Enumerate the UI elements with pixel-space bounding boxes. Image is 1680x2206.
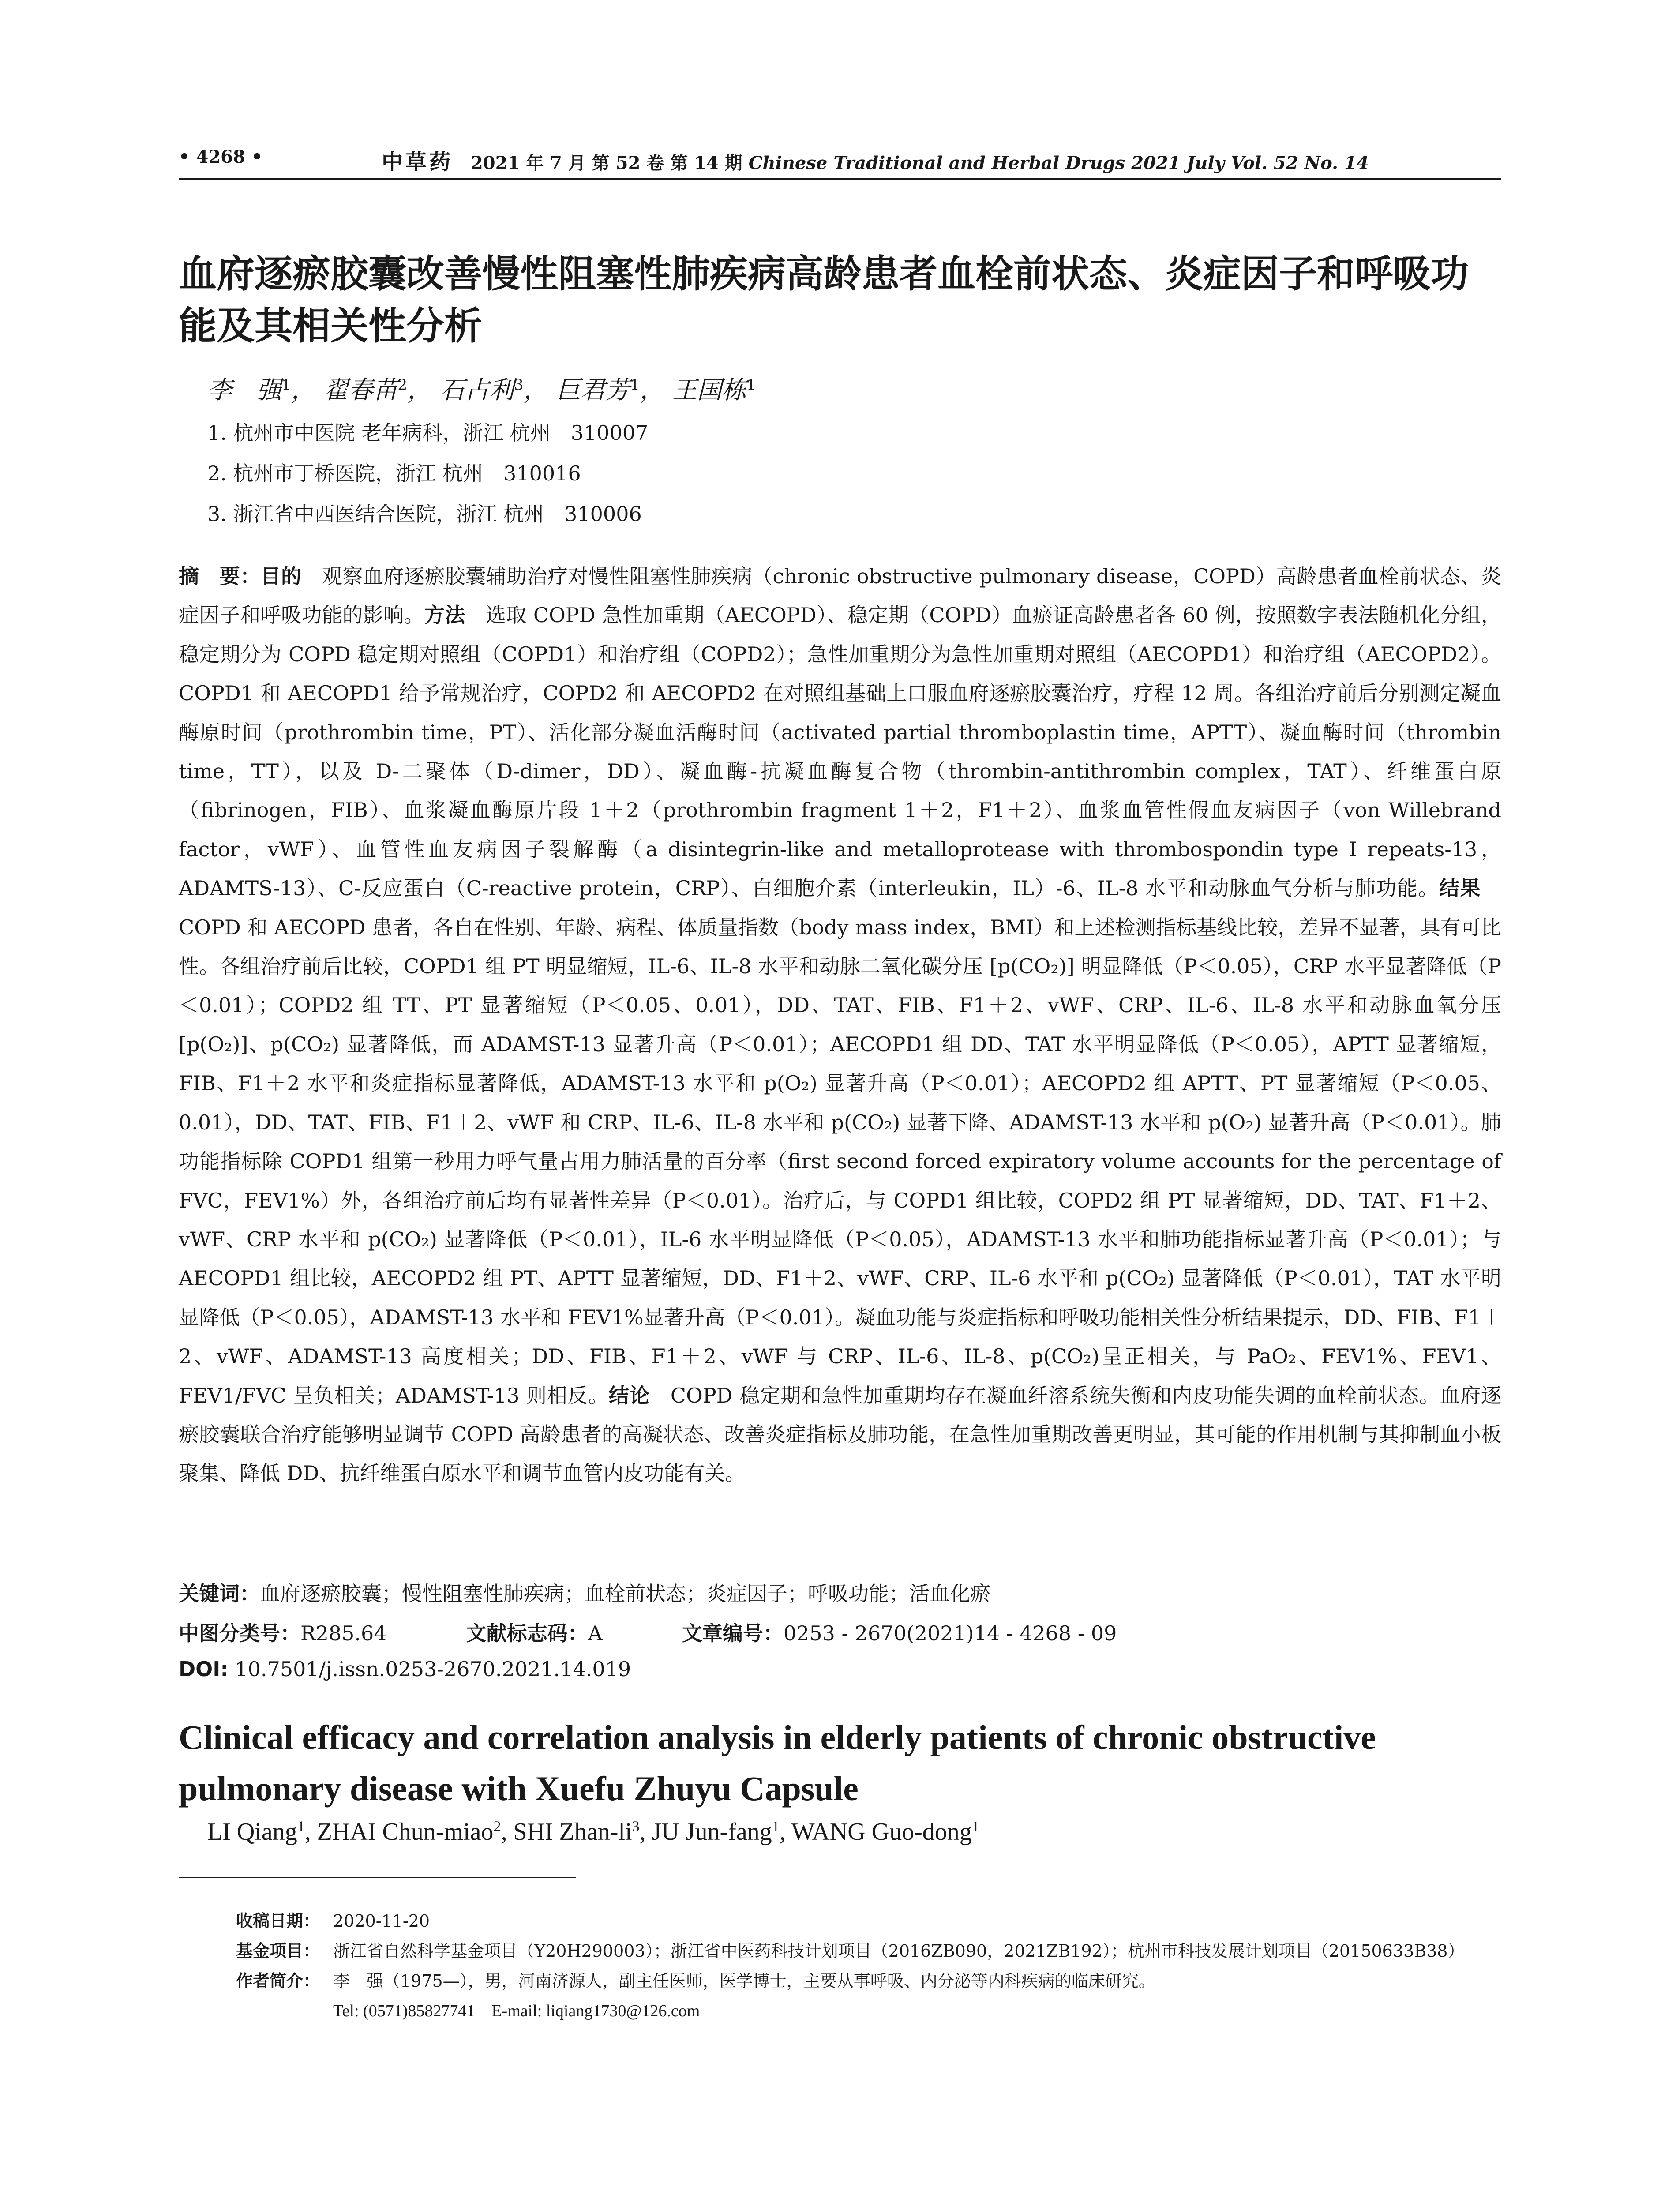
running-header bbox=[179, 146, 1501, 180]
received-label: 收稿日期： bbox=[236, 1911, 320, 1931]
affiliation: 3. 浙江省中西医结合医院，浙江 杭州 310006 bbox=[207, 502, 642, 526]
author-en: SHI Zhan-$li^3$, bbox=[513, 1818, 652, 1846]
author-contact: Tel: (0571)85827741 E-mail: liqiang1730@126.com bbox=[333, 2002, 700, 2020]
doi-line bbox=[179, 1657, 631, 1681]
conclusion-text: COPD 稳定期和急性加重期均存在凝血纤溶系统失衡和内皮功能失调的血栓前状态。血府逐瘀胶囊联合治疗能够明显调节 COPD 高龄患者的高凝状态、改善炎症指标及肺功能，在急性加重期改善更明显，其可能的作用机制与其抑制血小板聚集、降低 DD、抗纤维蛋白原水平和调节血管内皮功能有关。 bbox=[179, 1383, 1501, 1486]
clc-value: R285.64 bbox=[300, 1621, 387, 1645]
author-cn: 李 强$^1$， bbox=[207, 376, 316, 405]
keywords-value: 血府逐瘀胶囊；慢性阻塞性肺疾病；血栓前状态；炎症因子；呼吸功能；活血化瘀 bbox=[260, 1582, 990, 1606]
author-en: LI Qiang$^1$, bbox=[207, 1818, 317, 1846]
classification-line bbox=[179, 1617, 1117, 1647]
affiliation-list bbox=[207, 413, 648, 534]
author-list-en bbox=[207, 1818, 979, 1846]
article-title-cn: 血府逐瘀胶囊改善慢性阻塞性肺疾病高龄患者血栓前状态、炎症因子和呼吸功能及其相关性分析 bbox=[179, 252, 1469, 348]
doc-code-label: 文献标志码： bbox=[466, 1621, 588, 1645]
abstract-cn bbox=[179, 557, 1501, 1493]
footnote-divider bbox=[179, 1877, 576, 1878]
affiliation: 1. 杭州市中医院 老年病科，浙江 杭州 310007 bbox=[207, 421, 649, 445]
author-list-cn bbox=[207, 371, 756, 406]
doi-label: DOI: bbox=[179, 1657, 229, 1681]
author-en: JU Jun-fang$^1$, bbox=[652, 1818, 791, 1846]
fund-info bbox=[236, 1936, 1502, 1966]
methods-label: 方法 bbox=[424, 603, 465, 627]
footnotes bbox=[236, 1906, 1502, 2026]
purpose-label: 目的 bbox=[260, 564, 302, 588]
results-text: COPD 和 AECOPD 患者，各自在性别、年龄、病程、体质量指数（body mass index，BMI）和上述检测指标基线比较，差异不显著，具有可比性。各组治疗前后比较，COPD1 组 PT 明显缩短，IL-6、IL-8 水平和动脉二氧化碳分压 [p(CO₂)] 明显降低（P＜0.05），CRP 水平显著降低（P＜0.01）；COPD2 组 TT、PT 显著缩短（P＜0.05、0.01），DD、TAT、FIB、F1＋2、vWF、CRP、IL-6、IL-8 水平和动脉血氧分压 [p(O₂)]、p(CO₂) 显著降低，而 ADAMST-13 显著升高（P＜0.01）；AECOPD1 组 DD、TAT 水平明显降低（P＜0.05），APTT 显著缩短，FIB、F1＋2 水平和炎症指标显著降低，ADAMST-13 水平和 p(O₂) 显著升高（P＜0.01）；AECOPD2 组 APTT、PT 显著缩短（P＜0.05、0.01），DD、TAT、FIB、F1＋2、vWF 和 CRP、IL-6、IL-8 水平和 p(CO₂) 显著下降、ADAMST-13 水平和 p(O₂) 显著升高（P＜0.01）。肺功能指标除 COPD1 组第一秒用力呼气量占用力肺活量的百分率（first second forced expiratory volume accounts for the percentage of FVC，FEV1%）外，各组治疗前后均有显著性差异（P＜0.01）。治疗后，与 COPD1 组比较，COPD2 组 PT 显著缩短，DD、TAT、F1＋2、vWF、CRP 水平和 p(CO₂) 显著降低（P＜0.01），IL-6 水平明显降低（P＜0.05），ADAMST-13 水平和肺功能指标显著升高（P＜0.01）；与 AECOPD1 组比较，AECOPD2 组 PT、APTT 显著缩短，DD、F1＋2、vWF、CRP、IL-6 水平和 p(CO₂) 显著降低（P＜0.01），TAT 水平明显降低（P＜0.05），ADAMST-13 水平和 FEV1%显著升高（P＜0.01）。凝血功能与炎症指标和呼吸功能相关性分析结果提示，DD、FIB、F1＋2、vWF、ADAMST-13 高度相关；DD、FIB、F1＋2、vWF 与 CRP、IL-6、IL-8、p(CO₂)呈正相关，与 PaO₂、FEV1%、FEV1、FEV1/FVC 呈负相关；ADAMST-13 则相反。 bbox=[179, 876, 1501, 1407]
conclusion-label: 结论 bbox=[608, 1383, 650, 1407]
author-cn: 巨君芳$^1$， bbox=[556, 376, 664, 405]
clc-label: 中图分类号： bbox=[179, 1621, 300, 1645]
author-bio bbox=[236, 1966, 1502, 1996]
abstract-label: 摘 要： bbox=[179, 564, 261, 588]
author-bio-value: 李 强（1975—），男，河南济源人，副主任医师，医学博士，主要从事呼吸、内分泌等内科疾病的临床研究。 bbox=[333, 1971, 1155, 1991]
keywords-label: 关键词： bbox=[179, 1582, 260, 1606]
author-cn: 翟春苗$^2$， bbox=[323, 376, 432, 405]
issue-cn: 2021 年 7 月 第 52 卷 第 14 期 bbox=[470, 153, 742, 173]
keywords bbox=[179, 1578, 990, 1607]
author-en: ZHAI Chun-miao$^2$, bbox=[317, 1818, 514, 1846]
purpose-text: 观察血府逐瘀胶囊辅助治疗对慢性阻塞性肺疾病（chronic obstructive pulmonary disease，COPD）高龄患者血栓前状态、炎症因子和呼吸功能的影响。 bbox=[179, 564, 1502, 627]
doi-value[interactable]: 10.7501/j.issn.0253-2670.2021.14.019 bbox=[228, 1657, 631, 1681]
page-number: • 4268 • bbox=[179, 146, 263, 167]
methods-text: 选取 COPD 急性加重期（AECOPD）、稳定期（COPD）血瘀证高龄患者各 60 例，按照数字表法随机化分组，稳定期分为 COPD 稳定期对照组（COPD1）和治疗组（COPD2）；急性加重期分为急性加重期对照组（AECOPD1）和治疗组（AECOPD2）。COPD1 和 AECOPD1 给予常规治疗，COPD2 和 AECOPD2 在对照组基础上口服血府逐瘀胶囊治疗，疗程 12 周。各组治疗前后分别测定凝血酶原时间（prothrombin time，PT）、活化部分凝血活酶时间（activated partial thromboplastin time，APTT）、凝血酶时间（thrombin time，TT），以及 D-二聚体（D-dimer，DD）、凝血酶-抗凝血酶复合物（thrombin-antithrombin complex，TAT）、纤维蛋白原（fibrinogen，FIB）、血浆凝血酶原片段 1＋2（prothrombin fragment 1＋2，F1＋2）、血浆血管性假血友病因子（von Willebrand factor，vWF）、血管性血友病因子裂解酶（a disintegrin-like and metalloprotease with thrombospondin type I repeats-13，ADAMTS-13）、C-反应蛋白（C-reactive protein，CRP）、白细胞介素（interleukin，IL）-6、IL-8 水平和动脉血气分析与肺功能。 bbox=[179, 603, 1502, 900]
fund-value: 浙江省自然科学基金项目（Y20H290003）；浙江省中医药科技计划项目（2016ZB090，2021ZB192）；杭州市科技发展计划项目（20150633B38） bbox=[333, 1941, 1465, 1961]
affiliation: 2. 杭州市丁桥医院，浙江 杭州 310016 bbox=[207, 461, 581, 485]
article-number-label: 文章编号： bbox=[682, 1621, 784, 1645]
fund-label: 基金项目： bbox=[236, 1941, 320, 1961]
results-label: 结果 bbox=[1439, 876, 1481, 900]
doc-code-value: A bbox=[588, 1621, 603, 1645]
author-bio-label: 作者简介： bbox=[236, 1971, 320, 1991]
author-cn: 王国栋$^1$ bbox=[672, 376, 756, 405]
received-date bbox=[236, 1906, 1502, 1936]
journal-info bbox=[382, 145, 1369, 175]
author-cn: 石占利$^3$， bbox=[439, 376, 548, 405]
received-value: 2020-11-20 bbox=[333, 1911, 430, 1931]
journal-name-en: Chinese Traditional and Herbal Drugs 2021 July Vol. 52 No. 14 bbox=[748, 153, 1369, 173]
article-title-en: Clinical efficacy and correlation analysis in elderly patients of chronic obstructive pulmonary disease with Xuefu Zhuyu Capsule bbox=[179, 1718, 1376, 1808]
journal-name-cn: 中草药 bbox=[382, 150, 454, 174]
author-en: WANG Guo-dong$^1$ bbox=[791, 1818, 979, 1846]
article-number-value: 0253 - 2670(2021)14 - 4268 - 09 bbox=[783, 1621, 1117, 1645]
